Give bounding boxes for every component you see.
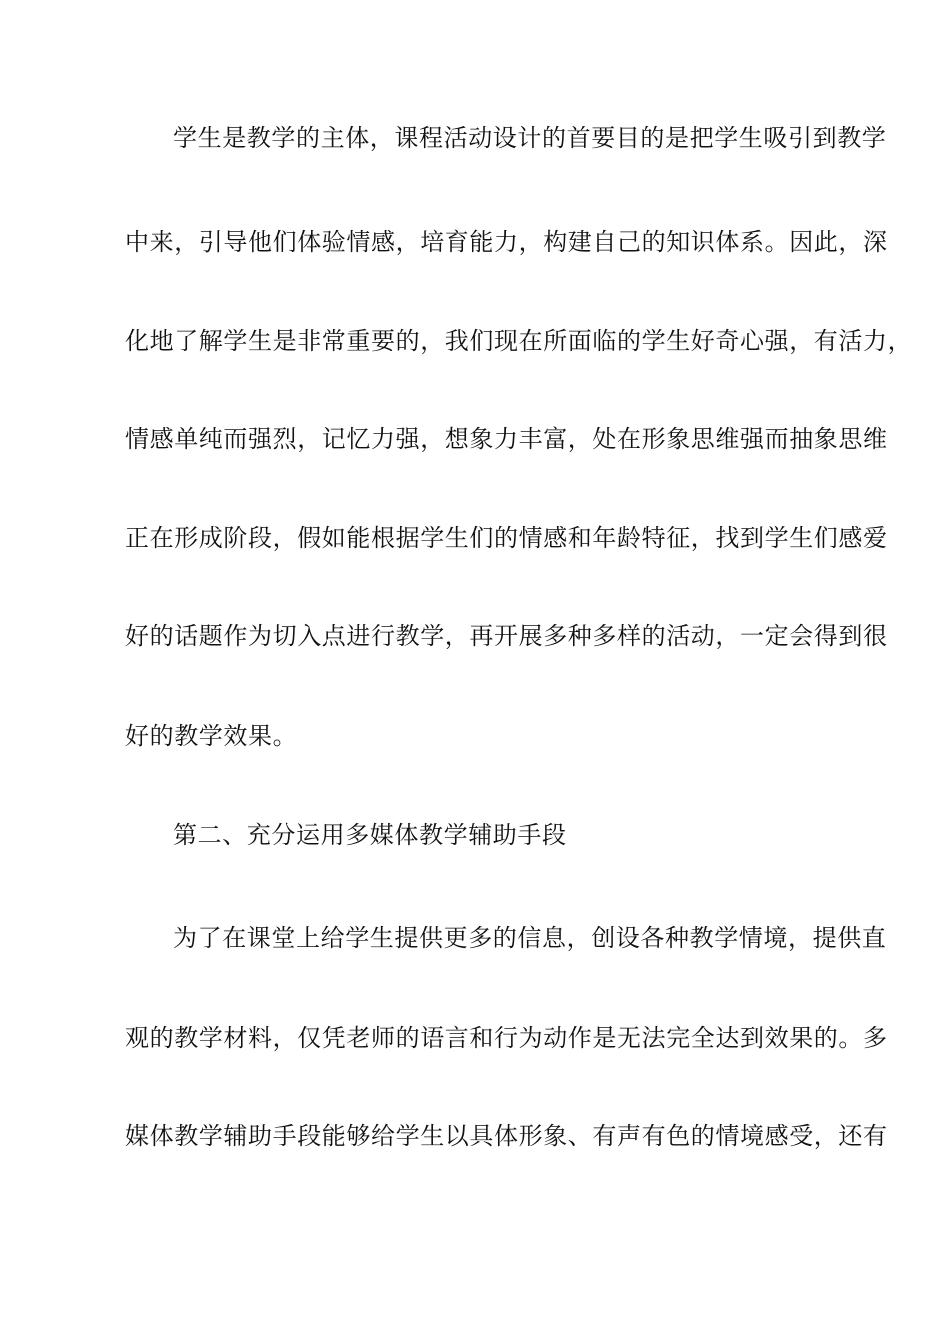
paragraph-1-line-1: 学生是教学的主体，课程活动设计的首要目的是把学生吸引到教学 [173,124,887,152]
paragraph-2-line-3: 媒体教学辅助手段能够给学生以具体形象、有声有色的情境感受，还有 [125,1122,888,1150]
paragraph-2-line-1: 为了在课堂上给学生提供更多的信息，创设各种教学情境，提供直 [173,924,887,952]
paragraph-1-line-5: 正在形成阶段，假如能根据学生们的情感和年龄特征，找到学生们感爱 [125,524,888,552]
paragraph-1-line-4: 情感单纯而强烈，记忆力强，想象力丰富，处在形象思维强而抽象思维 [125,425,888,453]
paragraph-1-line-3: 化地了解学生是非常重要的，我们现在所面临的学生好奇心强，有活力， [125,327,913,355]
paragraph-1-line-6: 好的话题作为切入点进行教学，再开展多种多样的活动，一定会得到很 [125,622,888,650]
paragraph-1-line-7: 好的教学效果。 [125,722,298,750]
paragraph-2-line-2: 观的教学材料，仅凭老师的语言和行为动作是无法完全达到效果的。多 [125,1024,888,1052]
paragraph-1-line-2: 中来，引导他们体验情感，培育能力，构建自己的知识体系。因此，深 [125,228,888,256]
section-heading: 第二、充分运用多媒体教学辅助手段 [173,821,567,849]
